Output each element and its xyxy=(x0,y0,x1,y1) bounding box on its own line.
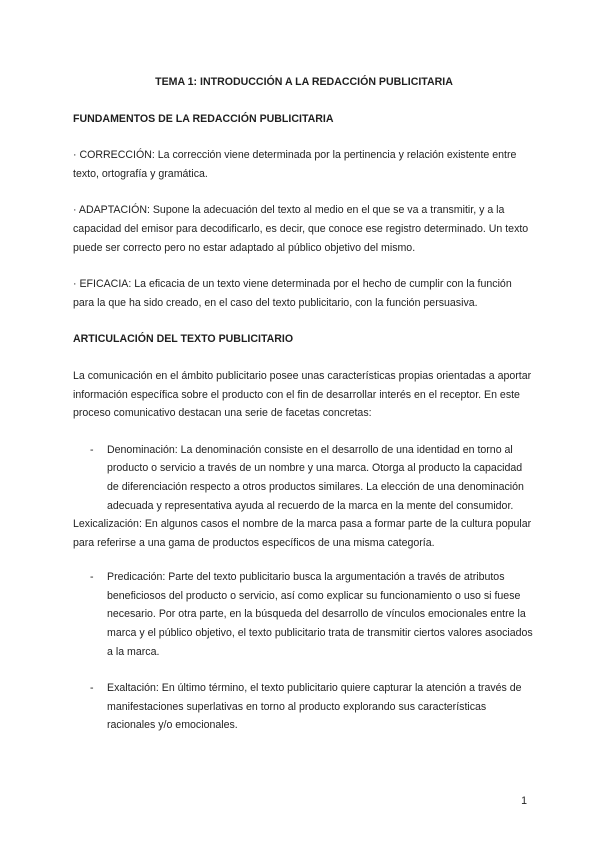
list-item-text: Denominación: La denominación consiste en el desarrollo de una identidad en torno al producto o servicio a través de un nombre y una marca. Otorga al producto la capacidad de diferenciación respecto a otros productos similares. La elección de una denominación adecuada y representativa ayuda al recuerdo de la marca en la mente del consumidor. xyxy=(107,443,524,512)
bullet-list xyxy=(73,679,535,735)
page-number: 1 xyxy=(521,795,527,807)
section-heading-fundamentos: FUNDAMENTOS DE LA REDACCIÓN PUBLICITARIA xyxy=(73,112,334,125)
list-item-exaltacion xyxy=(73,679,535,735)
section-heading-articulacion: ARTICULACIÓN DEL TEXTO PUBLICITARIO xyxy=(73,333,294,346)
list-item-text: Exaltación: En último término, el texto publicitario quiere capturar la atención a través de manifestaciones superlativas en torno al producto explorando sus características racionales y/o emocionales. xyxy=(107,682,522,732)
list-item-denominacion xyxy=(73,441,535,515)
list-item-text: Predicación: Parte del texto publicitario busca la argumentación a través de atributos beneficiosos del producto o servicio, así como explicar su funcionamiento o uso si fuese necesario. Por otra parte, en la búsqueda del desarrollo de vínculos emocionales entre la marca y el público objetivo, el texto publicitario trata de transmitir ciertos valores asociados a la marca. xyxy=(107,571,533,658)
paragraph-adaptacion: · ADAPTACIÓN: Supone la adecuación del texto al medio en el que se va a transmitir, y a la capacidad del emisor para decodificarlo, es decir, que conoce ese registro determinado. Un texto puede ser correcto pero no estar adaptado al público objetivo del mismo. xyxy=(73,204,529,254)
paragraph-eficacia: · EFICACIA: La eficacia de un texto viene determinada por el hecho de cumplir con la función para la que ha sido creado, en el caso del texto publicitario, con la función persuasiva. xyxy=(73,278,512,309)
bullet-list xyxy=(73,441,535,515)
document-body xyxy=(73,73,535,753)
list-item-predicacion xyxy=(73,568,535,661)
paragraph-intro: La comunicación en el ámbito publicitario posee unas características propias orientadas a aportar información específica sobre el producto con el fin de desarrollar interés en el receptor. En este proceso comunicativo destacan una serie de facetas concretas: xyxy=(73,369,532,420)
paragraph-correccion: · CORRECCIÓN: La corrección viene determinada por la pertinencia y relación existente entre texto, ortografía y gramática. xyxy=(73,149,517,180)
bullet-dash: - xyxy=(90,443,94,456)
bullet-dash: - xyxy=(90,571,94,584)
paragraph-lexicalizacion: Lexicalización: En algunos casos el nombre de la marca pasa a formar parte de la cultura popular para referirse a una gama de productos específicos de una misma categoría. xyxy=(73,518,532,549)
document-title: TEMA 1: INTRODUCCIÓN A LA REDACCIÓN PUBLICITARIA xyxy=(155,76,453,88)
bullet-list xyxy=(73,568,535,661)
bullet-dash: - xyxy=(90,682,94,695)
